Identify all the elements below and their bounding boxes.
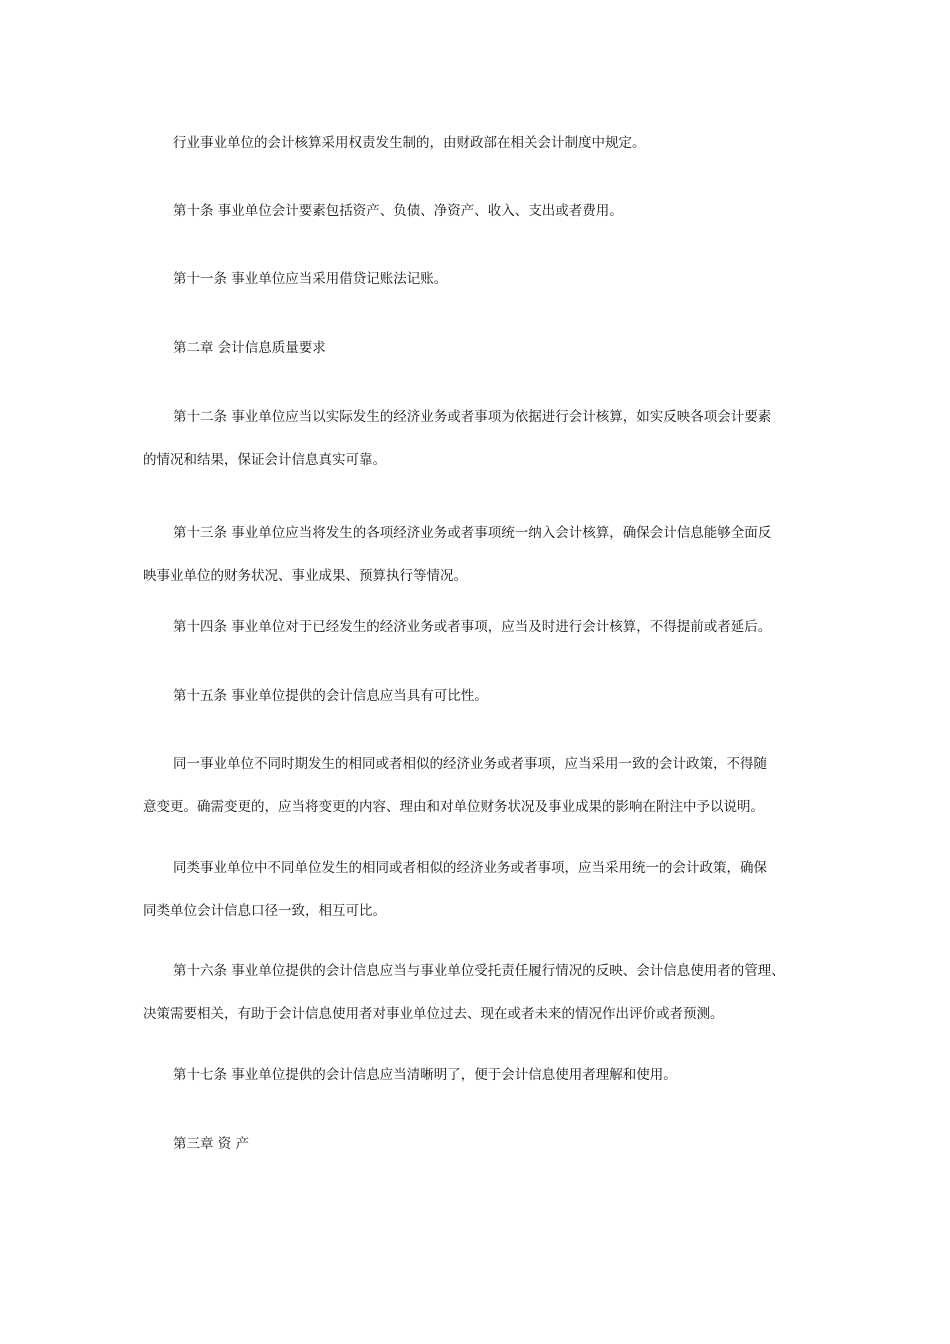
article-15-clause-1: [143, 743, 815, 829]
paragraph-line: 第十二条 事业单位应当以实际发生的经济业务或者事项为依据进行会计核算，如实反映各项会计要素: [173, 409, 772, 425]
paragraph-line: 第十一条 事业单位应当采用借贷记账法记账。: [173, 271, 448, 287]
paragraph-line: 第十三条 事业单位应当将发生的各项经济业务或者事项统一纳入会计核算，确保会计信息能够全面反: [173, 525, 772, 541]
paragraph-line: 映事业单位的财务状况、事业成果、预算执行等情况。: [143, 568, 467, 584]
paragraph-accrual-basis: [143, 122, 815, 165]
chapter-title: 第二章 会计信息质量要求: [173, 340, 326, 356]
paragraph-line: 同类事业单位中不同单位发生的相同或者相似的经济业务或者事项，应当采用统一的会计政策，确保: [173, 860, 767, 876]
chapter-title: 第三章 资 产: [173, 1136, 250, 1152]
paragraph-line: 第十条 事业单位会计要素包括资产、负债、净资产、收入、支出或者费用。: [173, 203, 623, 219]
article-10: [143, 190, 815, 233]
article-17: [143, 1054, 815, 1097]
article-12: [143, 396, 815, 482]
chapter-2-heading: [143, 327, 815, 370]
paragraph-line: 意变更。确需变更的，应当将变更的内容、理由和对单位财务状况及事业成果的影响在附注中予以说明。: [143, 799, 764, 815]
article-13: [143, 512, 815, 598]
paragraph-line: 第十七条 事业单位提供的会计信息应当清晰明了，便于会计信息使用者理解和使用。: [173, 1067, 677, 1083]
article-14: [143, 606, 815, 649]
article-15-clause-2: [143, 847, 815, 933]
article-11: [143, 258, 815, 301]
paragraph-line: 决策需要相关，有助于会计信息使用者对事业单位过去、现在或者未来的情况作出评价或者预测。: [143, 1006, 724, 1022]
article-15: [143, 675, 815, 718]
article-16: [143, 950, 815, 1036]
paragraph-line: 的情况和结果，保证会计信息真实可靠。: [143, 452, 386, 468]
chapter-3-heading: [143, 1123, 815, 1166]
paragraph-line: 同类单位会计信息口径一致，相互可比。: [143, 903, 386, 919]
paragraph-line: 第十四条 事业单位对于已经发生的经济业务或者事项，应当及时进行会计核算，不得提前或者延后。: [173, 619, 772, 635]
paragraph-line: 第十六条 事业单位提供的会计信息应当与事业单位受托责任履行情况的反映、会计信息使用者的管理、: [173, 963, 785, 979]
paragraph-line: 行业事业单位的会计核算采用权责发生制的，由财政部在相关会计制度中规定。: [173, 135, 646, 151]
paragraph-line: 同一事业单位不同时期发生的相同或者相似的经济业务或者事项，应当采用一致的会计政策，不得随: [173, 756, 767, 772]
paragraph-line: 第十五条 事业单位提供的会计信息应当具有可比性。: [173, 688, 488, 704]
